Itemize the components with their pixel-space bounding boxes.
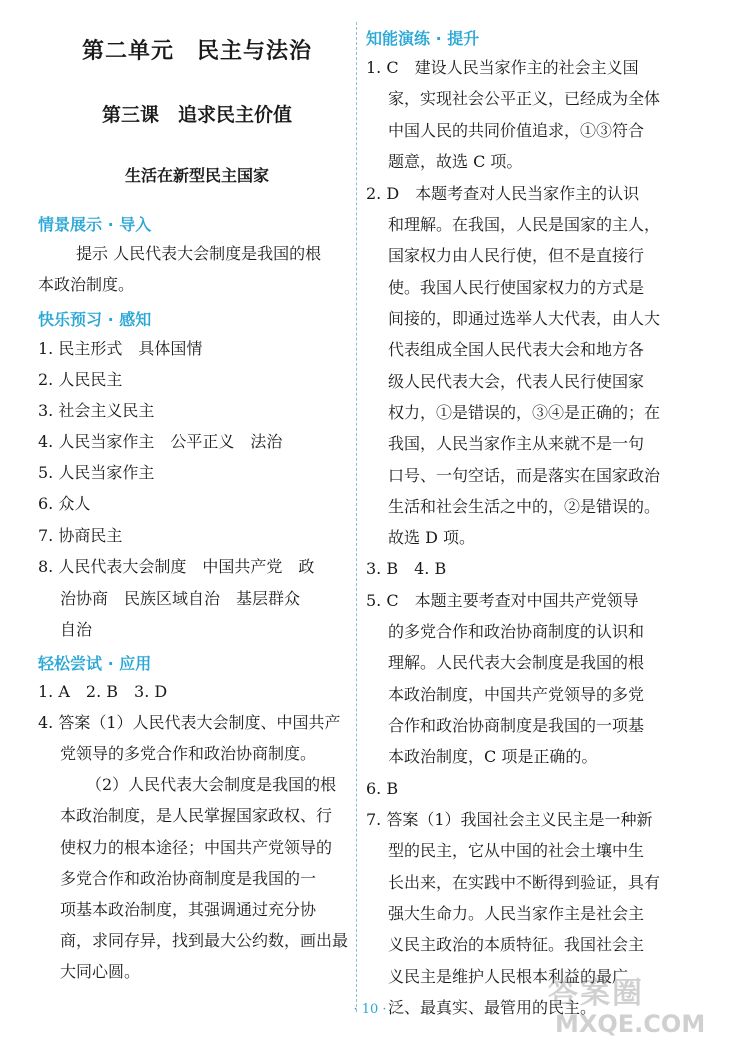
text-line: 权力，①是错误的，③④是正确的；在: [388, 403, 661, 422]
text-line: 合作和政治协商制度是我国的一项基: [388, 716, 645, 735]
heading-scene-intro: 情景展示 · 导入: [38, 215, 152, 234]
heading-try: 轻松尝试 · 应用: [38, 654, 152, 673]
text-line: 3. 社会主义民主: [38, 401, 155, 420]
text-line: 题意，故选 C 项。: [388, 152, 523, 171]
heading-preview: 快乐预习 · 感知: [38, 310, 152, 329]
text-line: 2. D 本题考查对人民当家作主的认识: [366, 184, 640, 203]
text-line: 1. A 2. B 3. D: [38, 682, 168, 701]
text-line: 1. C 建设人民当家作主的社会主义国: [366, 58, 639, 77]
text-line: 8. 人民代表大会制度 中国共产党 政: [38, 557, 315, 576]
section-title: 生活在新型民主国家: [124, 166, 269, 185]
text-line: 使。我国人民行使国家权力的方式是: [388, 278, 645, 297]
text-line: 2. 人民民主: [38, 370, 123, 389]
text-line: 本政治制度，是人民掌握国家政权、行: [60, 806, 333, 825]
text-line: 级人民代表大会，代表人民行使国家: [388, 372, 645, 391]
text-line: 国家权力由人民行使，但不是直接行: [388, 246, 645, 265]
text-line: 多党合作和政治协商制度是我国的一: [60, 869, 317, 888]
text-line: 强大生命力。人民当家作主是社会主: [388, 904, 645, 923]
text-line: 长出来，在实践中不断得到验证，具有: [388, 873, 661, 892]
text-line: 间接的，即通过选举人大代表，由人大: [388, 309, 661, 328]
text-line: 6. B: [366, 779, 399, 798]
text-line: 代表组成全国人民代表大会和地方各: [388, 340, 645, 359]
watermark-logo: 答案圈: [548, 976, 644, 1011]
text-line: 5. 人民当家作主: [38, 463, 155, 482]
text-line: 党领导的多党合作和政治协商制度。: [60, 744, 317, 763]
text-line: 治协商 民族区域自治 基层群众: [60, 589, 301, 608]
text-line: 中国人民的共同价值追求，①③符合: [388, 121, 645, 140]
text-line: 大同心圆。: [60, 962, 141, 981]
lesson-title: 第三课 追求民主价值: [101, 104, 292, 126]
text-line: （2）人民代表大会制度是我国的根: [86, 775, 337, 794]
text-line: 义民主是维护人民根本利益的最广: [388, 967, 629, 986]
unit-title: 第二单元 民主与法治: [81, 38, 312, 64]
text-line: 使权力的根本途径；中国共产党领导的: [60, 838, 333, 857]
text-line: 本政治制度，中国共产党领导的多党: [388, 685, 645, 704]
watermark-url: MXQE.COM: [555, 1010, 706, 1038]
text-line: 7. 协商民主: [38, 526, 123, 545]
text-line: 口号、一句空话，而是落实在国家政治: [388, 466, 661, 485]
text-line: 义民主政治的本质特征。我国社会主: [388, 935, 645, 954]
text-line: 4. 答案（1）人民代表大会制度、中国共产: [38, 713, 341, 732]
heading-practice: 知能演练 · 提升: [366, 29, 480, 48]
text-line: 1. 民主形式 具体国情: [38, 339, 203, 358]
text-line: 型的民主，它从中国的社会土壤中生: [388, 841, 645, 860]
text-line: 本政治制度，C 项是正确的。: [388, 747, 598, 766]
text-line: 5. C 本题主要考查对中国共产党领导: [366, 591, 639, 610]
text-line: 本政治制度。: [38, 275, 135, 294]
text-line: 项基本政治制度，其强调通过充分协: [60, 900, 317, 919]
text-line: 提示 人民代表大会制度是我国的根: [76, 244, 322, 263]
text-line: 故选 D 项。: [388, 528, 476, 547]
text-line: 理解。人民代表大会制度是我国的根: [388, 653, 645, 672]
column-divider: [356, 22, 357, 1012]
page-number: · 10 ·: [353, 1002, 387, 1017]
text-line: 和理解。在我国，人民是国家的主人，: [388, 215, 661, 234]
text-line: 4. 人民当家作主 公平正义 法治: [38, 432, 283, 451]
text-line: 泛、最真实、最管用的民主。: [388, 998, 597, 1017]
text-line: 我国，人民当家作主从来就不是一句: [388, 434, 645, 453]
text-line: 的多党合作和政治协商制度的认识和: [388, 622, 645, 641]
text-line: 自治: [60, 620, 93, 639]
text-line: 3. B 4. B: [366, 559, 447, 578]
text-line: 6. 众人: [38, 494, 91, 513]
text-line: 商，求同存异，找到最大公约数，画出最: [60, 931, 349, 950]
text-line: 家，实现社会公平正义，已经成为全体: [388, 89, 661, 108]
text-line: 生活和社会生活之中的，②是错误的。: [388, 497, 661, 516]
text-line: 7. 答案（1）我国社会主义民主是一种新: [366, 810, 653, 829]
